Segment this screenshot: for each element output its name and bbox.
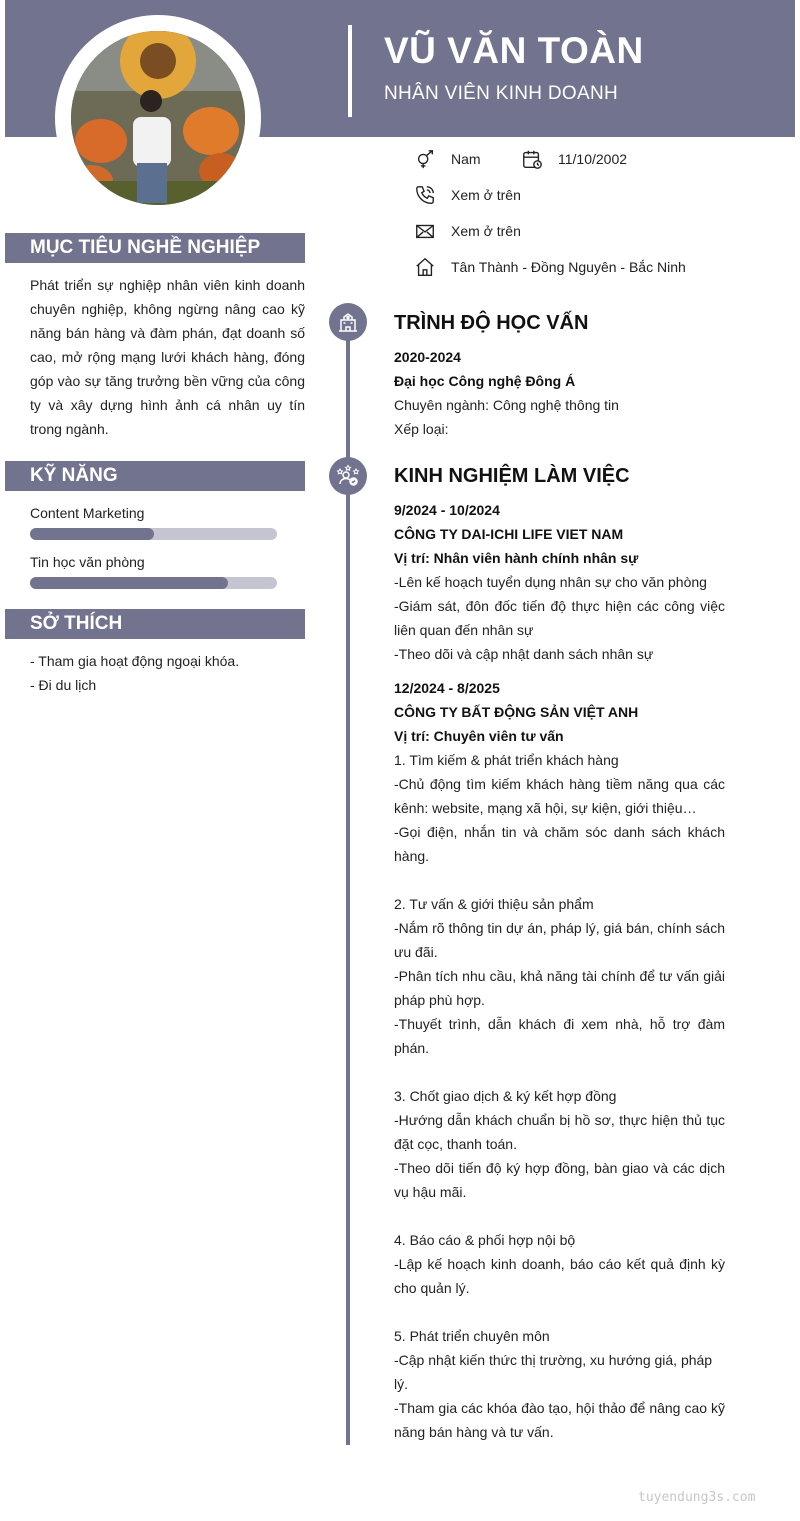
birthday-text: 11/10/2002 — [558, 151, 628, 167]
job-period: 9/2024 - 10/2024 — [394, 502, 500, 518]
job-position: Vị trí: Nhân viên hành chính nhân sự — [394, 550, 639, 566]
home-icon — [412, 254, 438, 280]
skill-bar — [30, 528, 277, 540]
experience-icon — [329, 457, 367, 495]
hobbies-heading: SỞ THÍCH — [5, 609, 305, 639]
experience-heading: KINH NGHIỆM LÀM VIỆC — [394, 465, 630, 487]
job-position: Vị trí: Chuyên viên tư vấn — [394, 728, 564, 744]
job-duty: -Phân tích nhu cầu, khả năng tài chính để tư vấn giải pháp phù hợp. — [394, 968, 725, 1008]
header-divider — [348, 25, 352, 117]
phone-text: Xem ở trên — [451, 187, 521, 203]
job-duty: -Lập kế hoạch kinh doanh, báo cáo kết quả định kỳ cho quản lý. — [394, 1256, 725, 1296]
job-duty: -Thuyết trình, dẫn khách đi xem nhà, hỗ trợ đàm phán. — [394, 1016, 725, 1056]
skills-heading: KỸ NĂNG — [5, 461, 305, 491]
hobby-item: - Đi du lịch — [30, 677, 97, 693]
job-duty: -Theo dõi và cập nhật danh sách nhân sự — [394, 646, 654, 662]
job-duty: -Tham gia các khóa đào tạo, hội thảo để nâng cao kỹ năng bán hàng và tư vấn. — [394, 1400, 725, 1440]
job-subheading: 2. Tư vấn & giới thiệu sản phẩm — [394, 896, 594, 912]
education-rank: Xếp loại: — [394, 421, 449, 437]
job-period: 12/2024 - 8/2025 — [394, 680, 500, 696]
phone-row — [412, 182, 521, 208]
job-subheading: 5. Phát triển chuyên môn — [394, 1328, 550, 1344]
skill-label: Content Marketing — [30, 505, 145, 521]
birthday-row — [519, 146, 627, 172]
candidate-name: VŨ VĂN TOÀN — [384, 30, 644, 71]
hobby-item: - Tham gia hoạt động ngoại khóa. — [30, 653, 240, 669]
hobbies-list — [30, 649, 239, 697]
skill-bar-fill — [30, 577, 228, 589]
job-duty: -Gọi điện, nhắn tin và chăm sóc danh sách khách hàng. — [394, 824, 725, 864]
job-company: CÔNG TY BẤT ĐỘNG SẢN VIỆT ANH — [394, 704, 639, 720]
job-subheading: 3. Chốt giao dịch & ký kết hợp đồng — [394, 1088, 617, 1104]
job-duty: -Theo dõi tiến độ ký hợp đồng, bàn giao và các dịch vụ hậu mãi. — [394, 1160, 725, 1200]
job-entry — [394, 498, 725, 666]
email-text: Xem ở trên — [451, 223, 521, 239]
job-duty: -Hướng dẫn khách chuẩn bị hồ sơ, thực hiện thủ tục đặt cọc, thanh toán. — [394, 1112, 725, 1152]
job-subheading: 4. Báo cáo & phối hợp nội bộ — [394, 1232, 576, 1248]
education-entry — [394, 345, 725, 441]
calendar-icon — [519, 146, 545, 172]
education-major: Chuyên ngành: Công nghệ thông tin — [394, 397, 619, 413]
email-row — [412, 218, 521, 244]
job-duty: -Chủ động tìm kiếm khách hàng tiềm năng qua các kênh: website, mạng xã hội, sự kiện, giới thiệu… — [394, 776, 725, 816]
school-icon — [329, 303, 367, 341]
gender-row — [412, 146, 481, 172]
objective-heading: MỤC TIÊU NGHỀ NGHIỆP — [5, 233, 305, 263]
education-period: 2020-2024 — [394, 349, 461, 365]
job-entry — [394, 676, 725, 1444]
skill-bar-fill — [30, 528, 154, 540]
job-duty: -Giám sát, đôn đốc tiến độ thực hiện các công việc liên quan đến nhân sự — [394, 598, 725, 638]
gender-text: Nam — [451, 151, 481, 167]
skill-label: Tin học văn phòng — [30, 554, 145, 570]
education-heading: TRÌNH ĐỘ HỌC VẤN — [394, 312, 589, 334]
phone-icon — [412, 182, 438, 208]
job-duty: -Lên kế hoạch tuyển dụng nhân sự cho văn phòng — [394, 574, 707, 590]
gender-icon — [412, 146, 438, 172]
skill-bar — [30, 577, 277, 589]
mail-icon — [412, 218, 438, 244]
address-row — [412, 254, 686, 280]
job-duty: -Nắm rõ thông tin dự án, pháp lý, giá bán, chính sách ưu đãi. — [394, 920, 725, 960]
education-school: Đại học Công nghệ Đông Á — [394, 373, 576, 389]
job-company: CÔNG TY DAI-ICHI LIFE VIET NAM — [394, 526, 624, 542]
watermark: tuyendung3s.com — [638, 1490, 756, 1505]
job-subheading: 1. Tìm kiếm & phát triển khách hàng — [394, 752, 619, 768]
address-text: Tân Thành - Đồng Nguyên - Bắc Ninh — [451, 259, 686, 275]
candidate-title: NHÂN VIÊN KINH DOANH — [384, 83, 619, 104]
job-duty: -Cập nhật kiến thức thị trường, xu hướng giá, pháp lý. — [394, 1352, 713, 1392]
avatar — [71, 31, 245, 205]
objective-text: Phát triển sự nghiệp nhân viên kinh doanh chuyên nghiệp, không ngừng nâng cao kỹ năng bán hàng và đàm phán, đạt doanh số cao, mở rộng mạng lưới khách hàng, đóng góp vào sự tăng trưởng bền vững của công ty và xây dựng hình ảnh cá nhân uy tín trong ngành. — [30, 277, 305, 437]
